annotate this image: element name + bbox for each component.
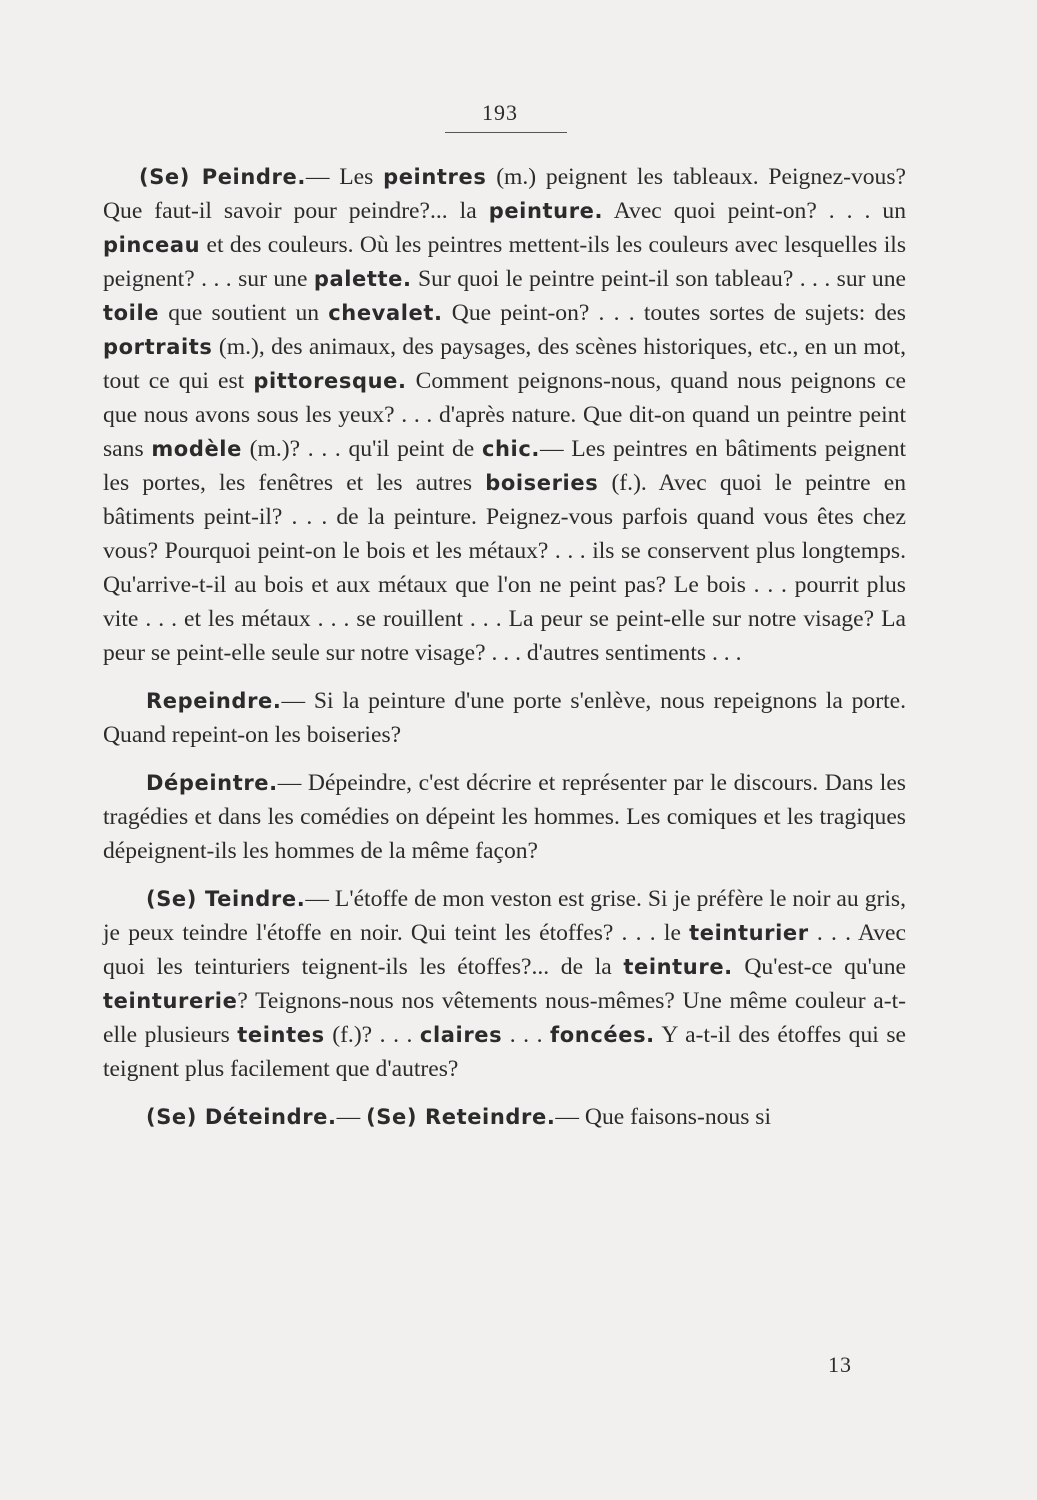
text-run: — Les: [305, 164, 384, 190]
header-rule: [445, 132, 567, 133]
text-run: Comment peignons-nous, quand nous peignons ce que nous avons sous les yeux? . . . d'après nature. Que dit-on quand un peintre peint sans: [103, 368, 906, 462]
text-run: — L'étoffe de mon veston est grise. Si je préfère le noir au gris, je peux teindre l'étoffe en noir. Qui teint les étoffes? . . . le: [103, 886, 906, 946]
text-run: Que peint-on? . . . toutes sortes de sujets: des: [442, 300, 906, 326]
keyword: teinture.: [623, 955, 733, 979]
text-run: Avec quoi peint-on? . . . un: [603, 198, 906, 224]
text-run: — Les peintres en bâtiments peignent les portes, les fenêtres et les autres: [103, 436, 906, 496]
text-run: — Si la peinture d'une porte s'enlève, nous repeignons la porte. Quand repeint-on les boiseries?: [103, 688, 906, 748]
text-run: . . .: [502, 1022, 551, 1048]
keyword: Dépeintre.: [146, 771, 278, 795]
keyword: pittoresque.: [253, 369, 407, 393]
paragraph-repeindre: [103, 684, 906, 752]
body-text: [103, 160, 906, 1134]
text-run: Qu'est-ce qu'une: [732, 954, 906, 980]
text-run: ? Teignons-nous nos vêtements nous-mêmes? Une même couleur a-t-elle plusieurs: [103, 988, 906, 1048]
paragraph-teindre: [103, 882, 906, 1086]
text-run: que soutient un: [159, 300, 329, 326]
paragraph-peindre: [103, 160, 906, 670]
text-run: (m.), des animaux, des paysages, des scènes historiques, etc., en un mot, tout ce qui est: [103, 334, 906, 394]
keyword: (Se) Déteindre.: [146, 1105, 337, 1129]
keyword: boiseries: [485, 471, 599, 495]
keyword: claires: [419, 1023, 503, 1047]
page-number: 193: [482, 100, 518, 125]
text-run: — Dépeindre, c'est décrire et représenter par le discours. Dans les tragédies et dans les comédies on dépeint les hommes. Les comiques et les tragiques dépeignent-ils les hommes de la même façon?: [103, 770, 906, 864]
keyword: chic.: [481, 437, 540, 461]
keyword: teinturier: [689, 921, 809, 945]
text-run: . . . Avec quoi les teinturiers teignent-ils les étoffes?... de la: [103, 920, 906, 980]
paragraph-deteindre: [103, 1100, 906, 1134]
text-run: (f.). Avec quoi le peintre en bâtiments peint-il? . . . de la peinture. Peignez-vous parfois quand vous êtes chez vous? Pourquoi peint-on le bois et les métaux? . . . ils se conservent plus longtemps. Qu'arrive-t-il au bois et aux métaux que l'on ne peint pas? Le bois . . . pourrit plus vite . . . et les métaux . . . se rouillent . . . La peur se peint-elle sur notre visage? La peur se peint-elle seule sur notre visage? . . . d'autres sentiments . . .: [103, 470, 907, 666]
text-run: (m.) peignent les tableaux. Peignez-vous? Que faut-il savoir pour peindre?... la: [103, 164, 906, 224]
keyword: Repeindre.: [146, 689, 282, 713]
keyword: portraits: [103, 335, 213, 359]
keyword: teinturerie: [103, 989, 238, 1013]
keyword: peinture.: [488, 199, 604, 223]
keyword: modèle: [151, 437, 242, 461]
keyword: (Se) Reteindre.: [366, 1105, 556, 1129]
keyword: teintes: [237, 1023, 325, 1047]
signature-mark: 13: [828, 1352, 852, 1377]
text-run: Sur quoi le peintre peint-il son tableau? . . . sur une: [411, 266, 906, 292]
text-run: Y a-t-il des étoffes qui se teignent plus facilement que d'autres?: [103, 1022, 906, 1082]
text-run: —: [336, 1104, 367, 1130]
keyword: (Se) Teindre.: [146, 887, 306, 911]
text-run: — Que faisons-nous si: [555, 1104, 772, 1130]
keyword: peintres: [383, 165, 487, 189]
text-run: (f.)? . . .: [324, 1022, 420, 1048]
text-run: et des couleurs. Où les peintres mettent-ils les couleurs avec lesquelles ils peignent? . . . sur une: [103, 232, 906, 292]
keyword: chevalet.: [328, 301, 443, 325]
keyword: toile: [103, 301, 160, 325]
keyword: (Se) Peindre.: [139, 165, 306, 189]
paragraph-depeintre: [103, 766, 906, 868]
keyword: palette.: [313, 267, 412, 291]
keyword: pinceau: [103, 233, 201, 257]
text-run: (m.)? . . . qu'il peint de: [241, 436, 482, 462]
keyword: foncées.: [550, 1023, 655, 1047]
